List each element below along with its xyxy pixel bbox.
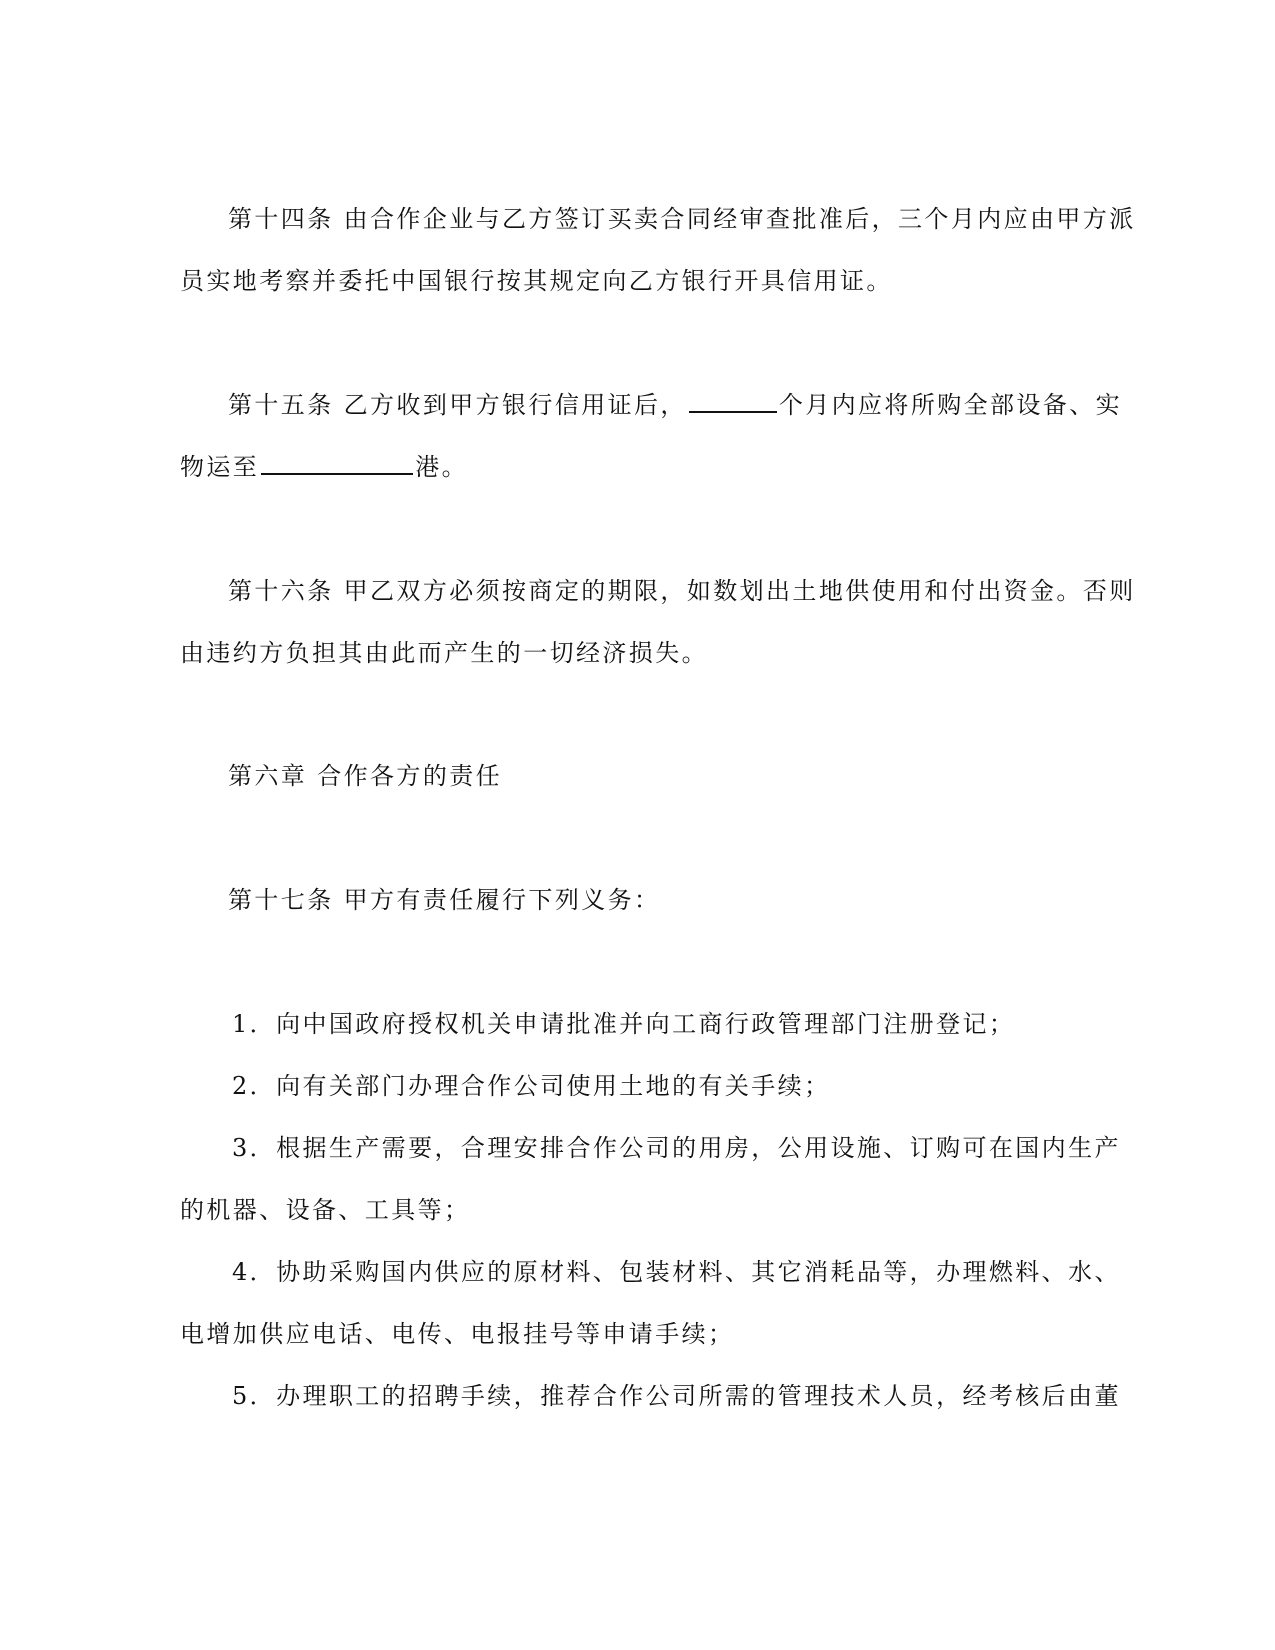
article-14-line-1: 第十四条 由合作企业与乙方签订买卖合同经审查批准后，三个月内应由甲方派 [228, 205, 1136, 233]
article-15-text-after-blank: 个月内应将所购全部设备、实 [778, 391, 1123, 419]
article-17-item-3-line-1: 3．根据生产需要，合理安排合作公司的用房，公用设施、订购可在国内生产 [232, 1134, 1121, 1162]
article-15-line-2-text-before-blank: 物运至 [180, 453, 260, 481]
article-15-line-2 [180, 451, 468, 483]
article-17-item-5-line-1: 5．办理职工的招聘手续，推荐合作公司所需的管理技术人员，经考核后由董 [232, 1382, 1121, 1410]
article-17-item-2: 2．向有关部门办理合作公司使用土地的有关手续； [232, 1072, 831, 1100]
article-15-line-2-text-after-blank: 港。 [415, 453, 469, 481]
article-16-line-2: 由违约方负担其由此而产生的一切经济损失。 [180, 639, 708, 667]
article-17-item-1: 1．向中国政府授权机关申请批准并向工商行政管理部门注册登记； [232, 1010, 1016, 1038]
article-14-line-2: 员实地考察并委托中国银行按其规定向乙方银行开具信用证。 [180, 267, 893, 295]
article-17-item-4-line-2: 电增加供应电话、电传、电报挂号等申请手续； [180, 1320, 735, 1348]
article-17-heading: 第十七条 甲方有责任履行下列义务： [228, 886, 661, 914]
fill-in-blank-port[interactable] [261, 451, 413, 475]
article-16-line-1: 第十六条 甲乙双方必须按商定的期限，如数划出土地供使用和付出资金。否则 [228, 577, 1136, 605]
article-17-item-4-line-1: 4．协助采购国内供应的原材料、包装材料、其它消耗品等，办理燃料、水、 [232, 1258, 1121, 1286]
chapter-6-heading: 第六章 合作各方的责任 [228, 762, 503, 790]
fill-in-blank-months[interactable] [689, 389, 777, 413]
article-15-line-1 [228, 389, 1122, 421]
article-15-text-before-blank: 第十五条 乙方收到甲方银行信用证后， [228, 391, 687, 419]
article-17-item-3-line-2: 的机器、设备、工具等； [180, 1196, 471, 1224]
